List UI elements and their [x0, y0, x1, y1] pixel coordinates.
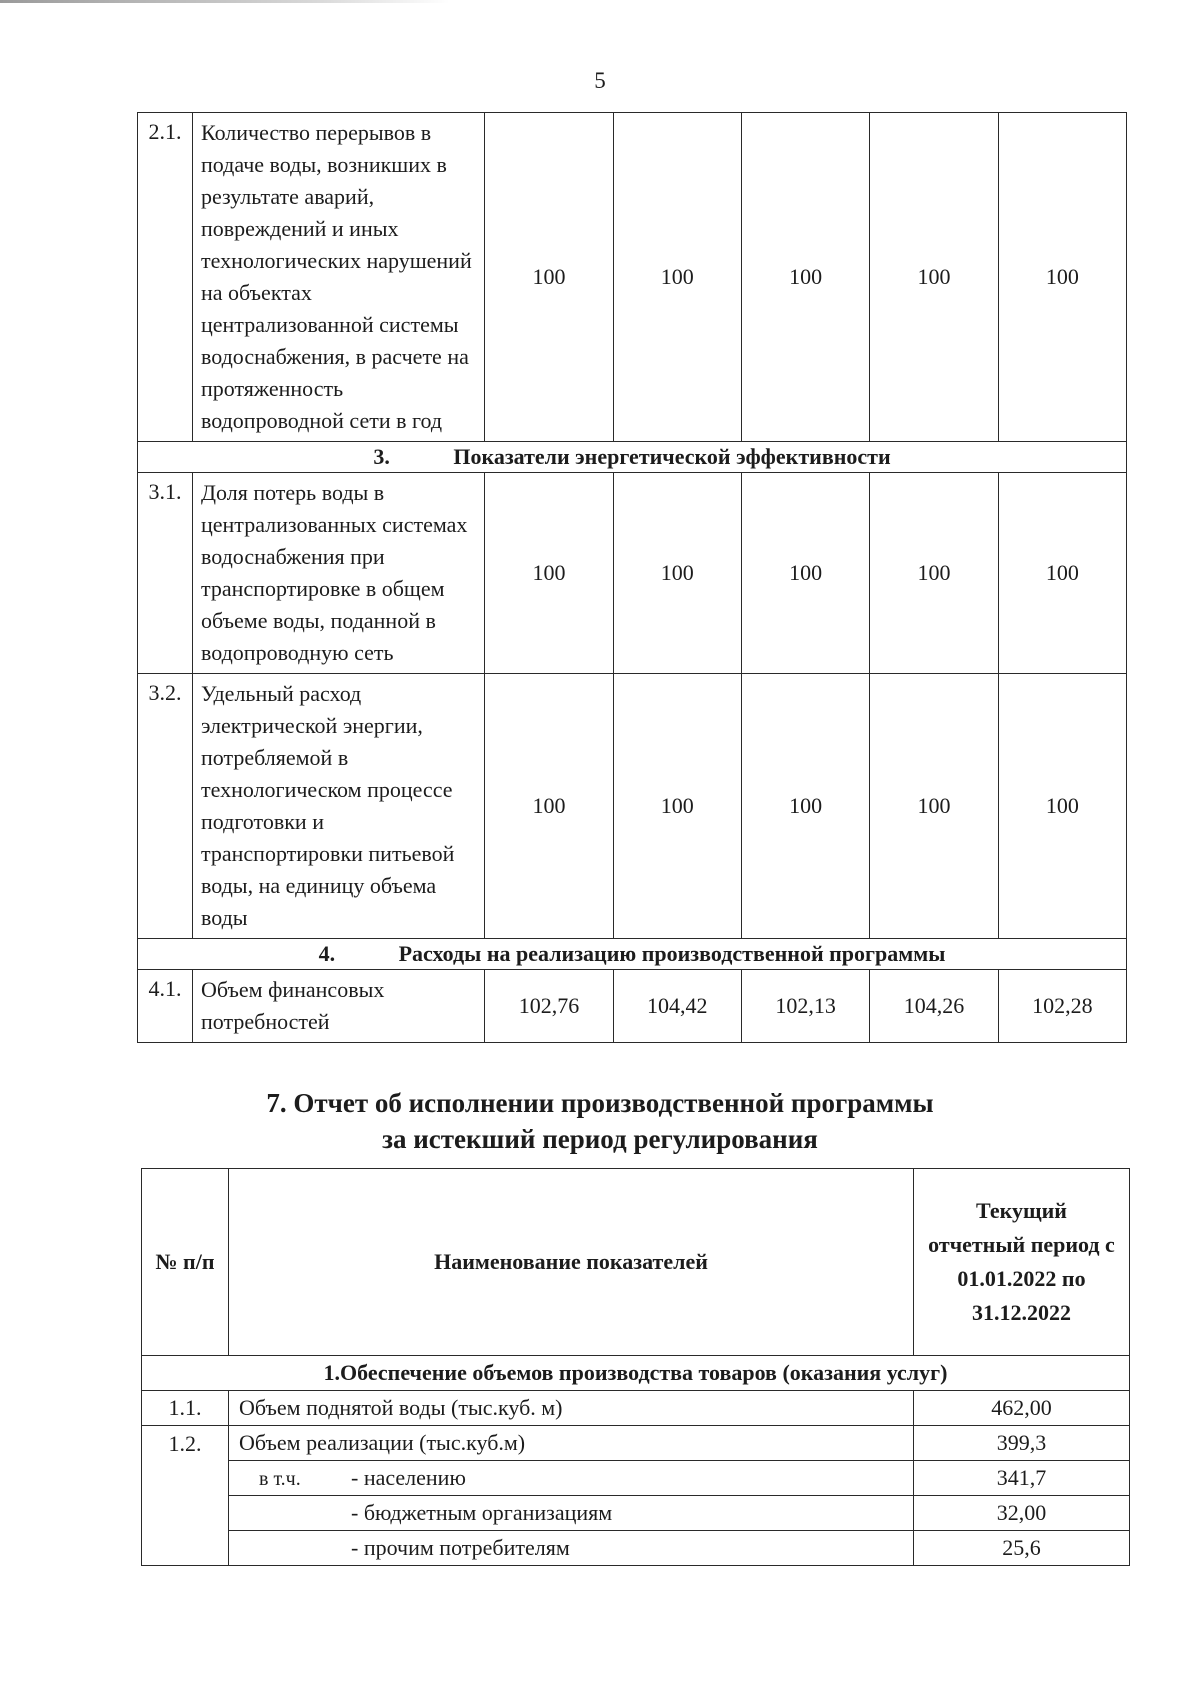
indicator-value: 25,6 [914, 1531, 1130, 1566]
row-number: 2.1. [138, 113, 193, 442]
indicator-value: 100 [613, 473, 741, 674]
indicator-value: 104,26 [870, 970, 998, 1043]
indicator-value: 32,00 [914, 1496, 1130, 1531]
indicator-value: 100 [741, 674, 869, 939]
sub-indicator-name: - бюджетным организациям [351, 1500, 613, 1525]
indicator-name: Доля потерь воды в централизованных системах водоснабжения при транспортировке в общем объеме воды, поданной в водопроводную сеть [193, 473, 485, 674]
indicators-table [137, 112, 1127, 1043]
scan-edge [0, 0, 450, 3]
section-title: Показатели энергетической эффективности [453, 444, 891, 469]
indicator-name [229, 1496, 914, 1531]
section-heading [138, 939, 1127, 970]
section-number: 3. [373, 444, 390, 469]
indicator-name: Удельный расход электрической энергии, потребляемой в технологическом процессе подготовки и транспортировки питьевой воды, на единицу объема воды [193, 674, 485, 939]
table-row [138, 674, 1127, 939]
section-title: Расходы на реализацию производственной программы [398, 941, 946, 966]
section-row [138, 442, 1127, 473]
indicator-value: 399,3 [914, 1426, 1130, 1461]
table-row [142, 1391, 1130, 1426]
sub-prefix: в т.ч. [259, 1468, 301, 1490]
indicator-name: Объем финансовых потребностей [193, 970, 485, 1043]
indicator-name: Объем поднятой воды (тыс.куб. м) [229, 1391, 914, 1426]
section-number: 4. [318, 941, 336, 966]
indicator-value: 100 [998, 473, 1126, 674]
indicator-value: 100 [741, 473, 869, 674]
table-row [142, 1461, 1130, 1496]
row-number: 1.1. [142, 1391, 229, 1426]
indicator-value: 102,28 [998, 970, 1126, 1043]
header-row [142, 1169, 1130, 1356]
indicator-value: 462,00 [914, 1391, 1130, 1426]
row-number: 3.2. [138, 674, 193, 939]
section-row [142, 1356, 1130, 1391]
indicator-name: Количество перерывов в подаче воды, возникших в результате аварий, повреждений и иных технологических нарушений на объектах централизованной системы водоснабжения, в расчете на протяженность водопроводной сети в год [193, 113, 485, 442]
sub-indicator-name: - прочим потребителям [351, 1535, 570, 1560]
row-number: 3.1. [138, 473, 193, 674]
column-header-name: Наименование показателей [229, 1169, 914, 1356]
table-row [142, 1426, 1130, 1461]
table-row [142, 1496, 1130, 1531]
sub-indicator-name: - населению [351, 1465, 466, 1490]
table-row [142, 1531, 1130, 1566]
indicator-value: 100 [485, 113, 613, 442]
indicator-value: 100 [741, 113, 869, 442]
table-row [138, 970, 1127, 1043]
report-table [141, 1168, 1130, 1566]
indicator-value: 100 [870, 113, 998, 442]
report-title-line: за истекший период регулирования [382, 1124, 818, 1154]
section-heading: 1.Обеспечение объемов производства товаров (оказания услуг) [142, 1356, 1130, 1391]
indicator-value: 100 [998, 674, 1126, 939]
section-heading [138, 442, 1127, 473]
table-row [138, 473, 1127, 674]
indicator-value: 100 [870, 674, 998, 939]
indicator-name [229, 1531, 914, 1566]
indicator-value: 100 [485, 473, 613, 674]
column-header-number: № п/п [142, 1169, 229, 1356]
indicator-name: Объем реализации (тыс.куб.м) [229, 1426, 914, 1461]
page-number: 5 [594, 68, 606, 93]
indicator-value: 102,76 [485, 970, 613, 1043]
indicator-value: 100 [485, 674, 613, 939]
row-number: 4.1. [138, 970, 193, 1043]
indicator-value: 100 [613, 674, 741, 939]
indicator-value: 100 [998, 113, 1126, 442]
indicator-value: 341,7 [914, 1461, 1130, 1496]
indicator-name [229, 1461, 914, 1496]
indicator-value: 104,42 [613, 970, 741, 1043]
indicator-value: 100 [613, 113, 741, 442]
section-row [138, 939, 1127, 970]
report-title-line: 7. Отчет об исполнении производственной программы [266, 1088, 934, 1118]
report-title [0, 1085, 1200, 1157]
column-header-period: Текущий отчетный период с 01.01.2022 по 31.12.2022 [914, 1169, 1130, 1356]
indicator-value: 102,13 [741, 970, 869, 1043]
indicator-value: 100 [870, 473, 998, 674]
table-row [138, 113, 1127, 442]
row-number: 1.2. [142, 1426, 229, 1566]
